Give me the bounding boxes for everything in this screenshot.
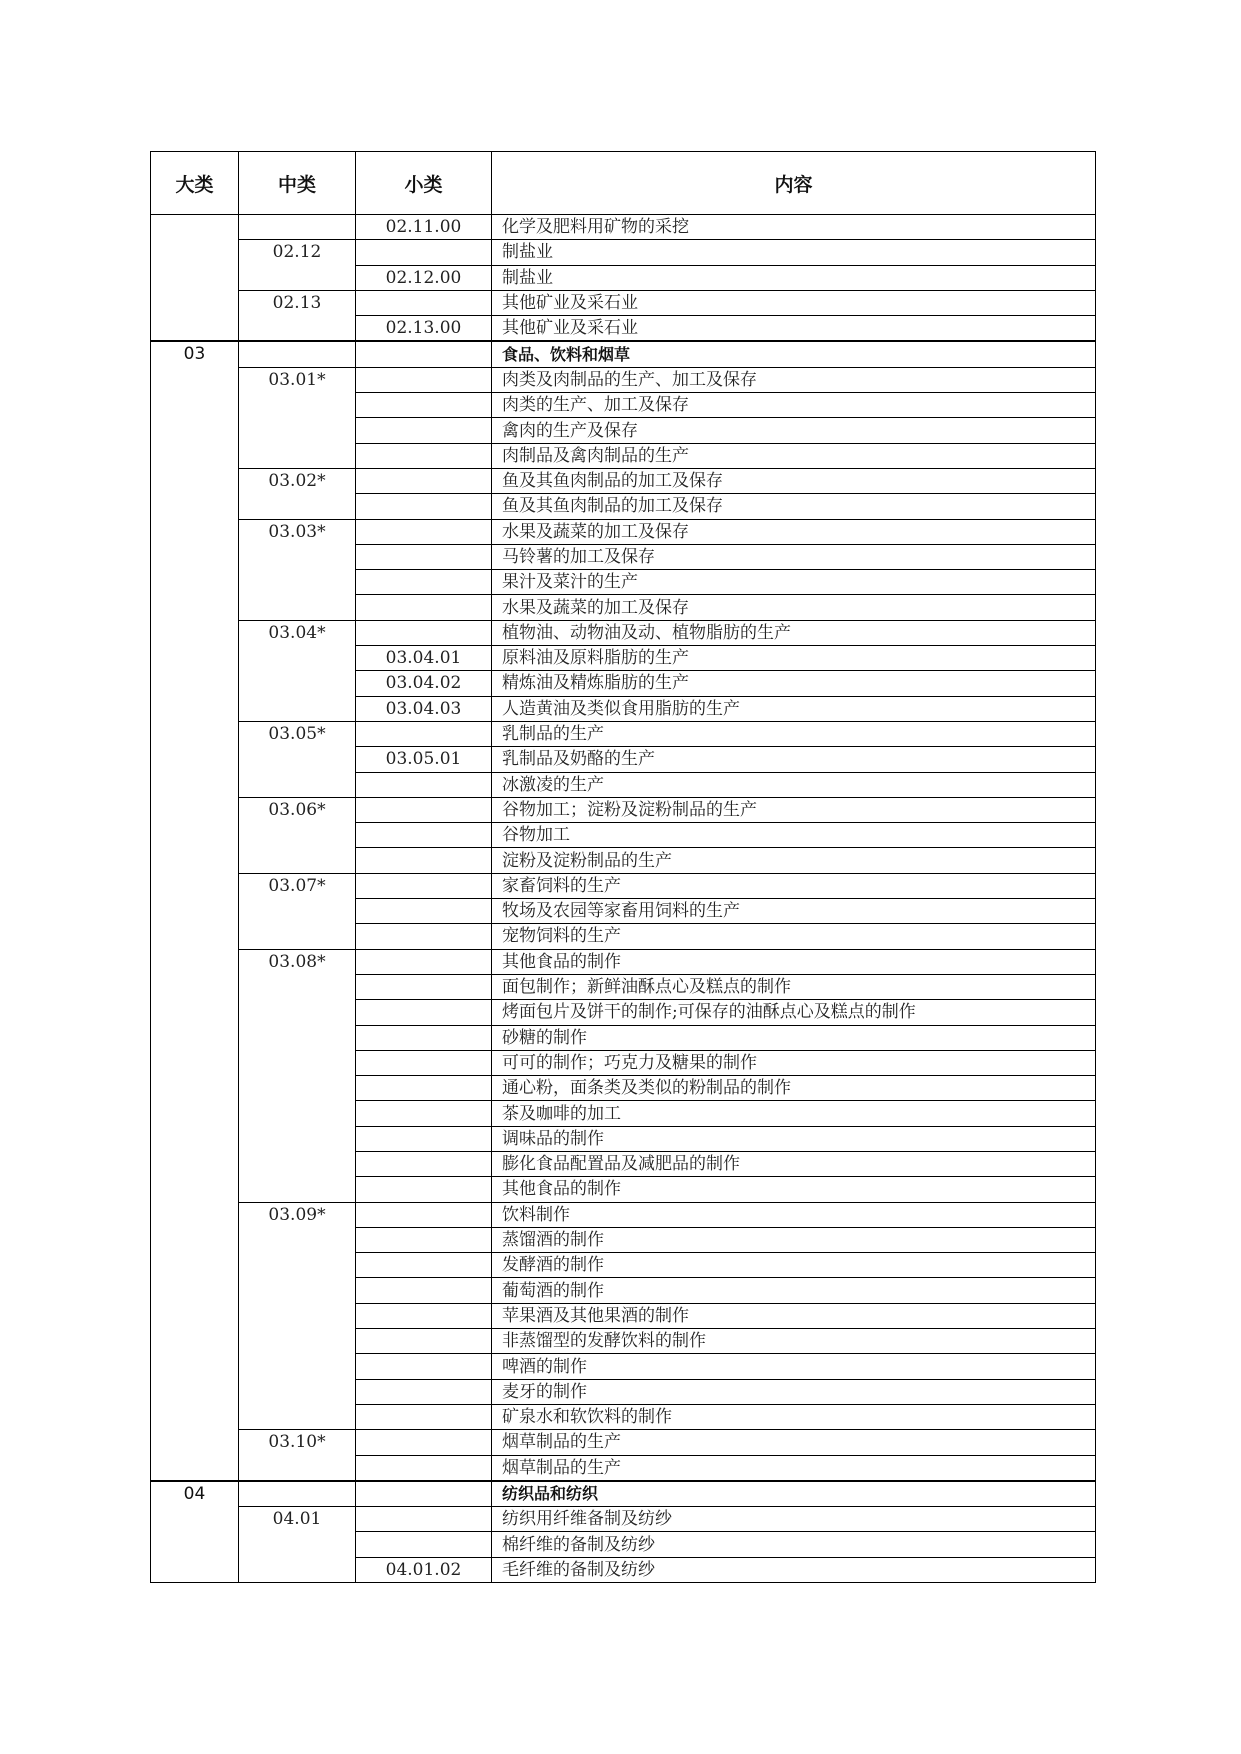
- mid-category-cell: 03.02*: [239, 468, 356, 519]
- content-cell: 淀粉及淀粉制品的生产: [492, 848, 1096, 873]
- minor-category-cell: [356, 1507, 492, 1532]
- content-cell: 食品、饮料和烟草: [492, 341, 1096, 367]
- table-row: [151, 1430, 1096, 1455]
- minor-category-cell: [356, 1050, 492, 1075]
- table-row: [151, 367, 1096, 392]
- content-cell: 发酵酒的制作: [492, 1253, 1096, 1278]
- mid-category-cell: 03.10*: [239, 1430, 356, 1481]
- content-cell: 其他食品的制作: [492, 949, 1096, 974]
- minor-category-cell: 03.04.01: [356, 646, 492, 671]
- table-row: [151, 949, 1096, 974]
- minor-category-cell: [356, 1151, 492, 1176]
- minor-category-cell: [356, 240, 492, 265]
- minor-category-cell: 03.04.02: [356, 671, 492, 696]
- content-cell: 鱼及其鱼肉制品的加工及保存: [492, 468, 1096, 493]
- table-body: [151, 215, 1096, 1583]
- header-minor: 小类: [356, 152, 492, 215]
- mid-category-cell: 03.04*: [239, 620, 356, 721]
- content-cell: 其他食品的制作: [492, 1177, 1096, 1202]
- minor-category-cell: [356, 1000, 492, 1025]
- content-cell: 纺织用纤维备制及纺纱: [492, 1507, 1096, 1532]
- content-cell: 原料油及原料脂肪的生产: [492, 646, 1096, 671]
- minor-category-cell: [356, 823, 492, 848]
- mid-category-cell: [239, 215, 356, 240]
- minor-category-cell: [356, 899, 492, 924]
- content-cell: 毛纤维的备制及纺纱: [492, 1557, 1096, 1582]
- minor-category-cell: [356, 1455, 492, 1481]
- content-cell: 啤酒的制作: [492, 1354, 1096, 1379]
- content-cell: 矿泉水和软饮料的制作: [492, 1404, 1096, 1429]
- minor-category-cell: [356, 595, 492, 620]
- minor-category-cell: [356, 494, 492, 519]
- mid-category-cell: 03.03*: [239, 519, 356, 620]
- content-cell: 可可的制作；巧克力及糖果的制作: [492, 1050, 1096, 1075]
- content-cell: 棉纤维的备制及纺纱: [492, 1532, 1096, 1557]
- minor-category-cell: [356, 848, 492, 873]
- content-cell: 烟草制品的生产: [492, 1455, 1096, 1481]
- minor-category-cell: [356, 1076, 492, 1101]
- content-cell: 调味品的制作: [492, 1126, 1096, 1151]
- content-cell: 制盐业: [492, 240, 1096, 265]
- mid-category-cell: [239, 341, 356, 367]
- table-row: [151, 240, 1096, 265]
- content-cell: 苹果酒及其他果酒的制作: [492, 1303, 1096, 1328]
- content-cell: 肉制品及禽肉制品的生产: [492, 443, 1096, 468]
- content-cell: 谷物加工: [492, 823, 1096, 848]
- content-cell: 膨化食品配置品及减肥品的制作: [492, 1151, 1096, 1176]
- minor-category-cell: 02.11.00: [356, 215, 492, 240]
- header-content: 内容: [492, 152, 1096, 215]
- content-cell: 烟草制品的生产: [492, 1430, 1096, 1455]
- content-cell: 蒸馏酒的制作: [492, 1227, 1096, 1252]
- content-cell: 鱼及其鱼肉制品的加工及保存: [492, 494, 1096, 519]
- content-cell: 面包制作；新鲜油酥点心及糕点的制作: [492, 974, 1096, 999]
- content-cell: 果汁及菜汁的生产: [492, 570, 1096, 595]
- minor-category-cell: [356, 1025, 492, 1050]
- minor-category-cell: [356, 1126, 492, 1151]
- minor-category-cell: [356, 443, 492, 468]
- table-row: [151, 519, 1096, 544]
- minor-category-cell: [356, 1481, 492, 1507]
- content-cell: 马铃薯的加工及保存: [492, 544, 1096, 569]
- minor-category-cell: [356, 1404, 492, 1429]
- table-row: [151, 620, 1096, 645]
- mid-category-cell: 03.08*: [239, 949, 356, 1202]
- mid-category-cell: 03.09*: [239, 1202, 356, 1430]
- content-cell: 饮料制作: [492, 1202, 1096, 1227]
- table-row: [151, 1202, 1096, 1227]
- content-cell: 其他矿业及采石业: [492, 290, 1096, 315]
- content-cell: 牧场及农园等家畜用饲料的生产: [492, 899, 1096, 924]
- content-cell: 精炼油及精炼脂肪的生产: [492, 671, 1096, 696]
- content-cell: 制盐业: [492, 265, 1096, 290]
- minor-category-cell: [356, 1430, 492, 1455]
- mid-category-cell: 04.01: [239, 1507, 356, 1583]
- minor-category-cell: [356, 797, 492, 822]
- classification-table: [150, 151, 1096, 1583]
- minor-category-cell: [356, 949, 492, 974]
- minor-category-cell: [356, 290, 492, 315]
- content-cell: 非蒸馏型的发酵饮料的制作: [492, 1329, 1096, 1354]
- table-header: [151, 152, 1096, 215]
- content-cell: 乳制品的生产: [492, 721, 1096, 746]
- minor-category-cell: 02.13.00: [356, 316, 492, 342]
- table-row: [151, 468, 1096, 493]
- minor-category-cell: [356, 1253, 492, 1278]
- content-cell: 纺织品和纺织: [492, 1481, 1096, 1507]
- minor-category-cell: [356, 418, 492, 443]
- content-cell: 葡萄酒的制作: [492, 1278, 1096, 1303]
- content-cell: 乳制品及奶酪的生产: [492, 747, 1096, 772]
- major-category-cell: [151, 215, 239, 342]
- minor-category-cell: [356, 1532, 492, 1557]
- content-cell: 宠物饲料的生产: [492, 924, 1096, 949]
- minor-category-cell: [356, 1101, 492, 1126]
- minor-category-cell: [356, 1177, 492, 1202]
- mid-category-cell: [239, 1481, 356, 1507]
- minor-category-cell: [356, 1354, 492, 1379]
- minor-category-cell: [356, 1303, 492, 1328]
- content-cell: 禽肉的生产及保存: [492, 418, 1096, 443]
- minor-category-cell: 03.05.01: [356, 747, 492, 772]
- content-cell: 其他矿业及采石业: [492, 316, 1096, 342]
- content-cell: 麦牙的制作: [492, 1379, 1096, 1404]
- minor-category-cell: [356, 519, 492, 544]
- mid-category-cell: 03.06*: [239, 797, 356, 873]
- header-major: 大类: [151, 152, 239, 215]
- minor-category-cell: [356, 468, 492, 493]
- content-cell: 水果及蔬菜的加工及保存: [492, 519, 1096, 544]
- table-row: [151, 1507, 1096, 1532]
- content-cell: 家畜饲料的生产: [492, 873, 1096, 898]
- minor-category-cell: 04.01.02: [356, 1557, 492, 1582]
- content-cell: 人造黄油及类似食用脂肪的生产: [492, 696, 1096, 721]
- minor-category-cell: [356, 1202, 492, 1227]
- minor-category-cell: [356, 721, 492, 746]
- mid-category-cell: 02.12: [239, 240, 356, 291]
- table-row: [151, 1481, 1096, 1507]
- minor-category-cell: [356, 367, 492, 392]
- table-row: [151, 873, 1096, 898]
- content-cell: 茶及咖啡的加工: [492, 1101, 1096, 1126]
- table-row: [151, 341, 1096, 367]
- minor-category-cell: 02.12.00: [356, 265, 492, 290]
- major-category-cell: 04: [151, 1481, 239, 1583]
- mid-category-cell: 03.01*: [239, 367, 356, 468]
- content-cell: 肉类及肉制品的生产、加工及保存: [492, 367, 1096, 392]
- minor-category-cell: [356, 772, 492, 797]
- minor-category-cell: [356, 620, 492, 645]
- mid-category-cell: 02.13: [239, 290, 356, 341]
- minor-category-cell: [356, 924, 492, 949]
- content-cell: 烤面包片及饼干的制作;可保存的油酥点心及糕点的制作: [492, 1000, 1096, 1025]
- minor-category-cell: [356, 873, 492, 898]
- table-row: [151, 215, 1096, 240]
- content-cell: 冰激凌的生产: [492, 772, 1096, 797]
- minor-category-cell: [356, 974, 492, 999]
- minor-category-cell: [356, 544, 492, 569]
- table-row: [151, 721, 1096, 746]
- minor-category-cell: [356, 1278, 492, 1303]
- minor-category-cell: [356, 1227, 492, 1252]
- minor-category-cell: [356, 341, 492, 367]
- content-cell: 水果及蔬菜的加工及保存: [492, 595, 1096, 620]
- mid-category-cell: 03.07*: [239, 873, 356, 949]
- content-cell: 植物油、动物油及动、植物脂肪的生产: [492, 620, 1096, 645]
- minor-category-cell: 03.04.03: [356, 696, 492, 721]
- minor-category-cell: [356, 393, 492, 418]
- header-row: [151, 152, 1096, 215]
- header-mid: 中类: [239, 152, 356, 215]
- content-cell: 化学及肥料用矿物的采挖: [492, 215, 1096, 240]
- mid-category-cell: 03.05*: [239, 721, 356, 797]
- table-row: [151, 290, 1096, 315]
- content-cell: 砂糖的制作: [492, 1025, 1096, 1050]
- minor-category-cell: [356, 1329, 492, 1354]
- content-cell: 肉类的生产、加工及保存: [492, 393, 1096, 418]
- minor-category-cell: [356, 570, 492, 595]
- table-row: [151, 797, 1096, 822]
- content-cell: 谷物加工；淀粉及淀粉制品的生产: [492, 797, 1096, 822]
- major-category-cell: 03: [151, 341, 239, 1480]
- content-cell: 通心粉，面条类及类似的粉制品的制作: [492, 1076, 1096, 1101]
- minor-category-cell: [356, 1379, 492, 1404]
